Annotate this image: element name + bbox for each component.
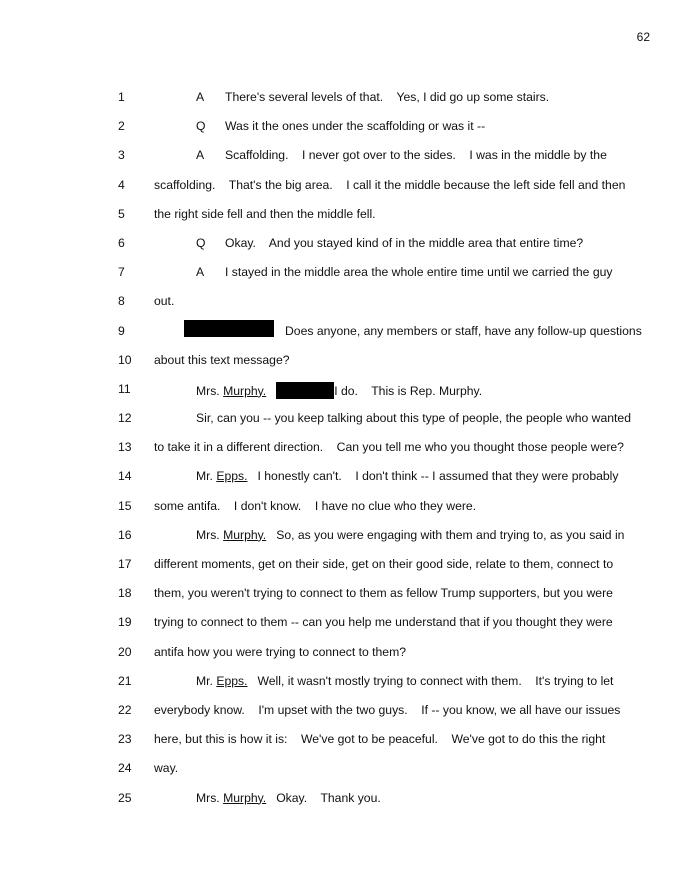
line-number: 21	[118, 673, 132, 688]
transcript-line-2	[0, 119, 690, 148]
line-text: So, as you were engaging with them and trying to, as you said in	[276, 527, 625, 542]
speaker-name: Murphy.	[223, 527, 267, 542]
transcript-line-8	[0, 294, 690, 323]
transcript-line-24	[0, 761, 690, 790]
speaker-line	[196, 528, 624, 542]
line-number: 14	[118, 469, 132, 484]
speaker-name: Murphy.	[223, 383, 267, 398]
line-text: everybody know. I'm upset with the two guys. If -- you know, we all have our issues	[154, 702, 621, 717]
line-number: 20	[118, 644, 132, 659]
speaker-line	[196, 674, 613, 688]
line-number: 7	[118, 265, 125, 280]
line-number: 15	[118, 498, 132, 513]
line-number: 25	[118, 790, 132, 805]
speaker-line	[196, 791, 381, 805]
speaker-name: Murphy.	[223, 790, 267, 805]
line-text: I stayed in the middle area the whole entire time until we carried the guy	[225, 265, 613, 280]
transcript-line-18	[0, 586, 690, 615]
transcript-line-19	[0, 615, 690, 644]
line-number: 23	[118, 732, 132, 747]
line-text: Scaffolding. I never got over to the sides. I was in the middle by the	[225, 148, 607, 163]
line-text: to take it in a different direction. Can you tell me who you thought those people were?	[154, 440, 624, 455]
line-text: Okay. Thank you.	[276, 790, 381, 805]
line-text: them, you weren't trying to connect to them as fellow Trump supporters, but you were	[154, 586, 613, 601]
line-number: 13	[118, 440, 132, 455]
line-text: the right side fell and then the middle fell.	[154, 206, 376, 221]
line-text: scaffolding. That's the big area. I call it the middle because the left side fell and then	[154, 177, 626, 192]
page-number: 62	[636, 30, 650, 44]
redaction-block	[276, 382, 334, 399]
line-number: 17	[118, 557, 132, 571]
line-number: 10	[118, 352, 132, 367]
line-text: I do. This is Rep. Murphy.	[334, 383, 483, 398]
answer-marker: A	[196, 265, 205, 280]
line-number: 8	[118, 294, 125, 309]
transcript-line-25	[0, 791, 690, 820]
question-marker: Q	[196, 235, 206, 250]
transcript-line-4	[0, 178, 690, 207]
transcript-line-22	[0, 703, 690, 732]
line-text: Okay. And you stayed kind of in the middle area that entire time?	[225, 235, 584, 250]
transcript-line-3	[0, 148, 690, 177]
transcript-line-23	[0, 732, 690, 761]
line-text: Does anyone, any members or staff, have any follow-up questions	[285, 323, 642, 338]
transcript-line-21	[0, 674, 690, 703]
transcript-body	[0, 90, 690, 820]
line-text: Sir, can you -- you keep talking about this type of people, the people who wanted	[196, 411, 631, 426]
transcript-line-16	[0, 528, 690, 557]
line-number: 1	[118, 90, 125, 104]
transcript-line-20	[0, 645, 690, 674]
line-text: antifa how you were trying to connect to them?	[154, 644, 407, 659]
transcript-line-11	[0, 382, 690, 411]
transcript-line-15	[0, 499, 690, 528]
answer-marker: A	[196, 148, 205, 163]
transcript-line-17	[0, 557, 690, 586]
line-number: 2	[118, 119, 125, 134]
transcript-line-7	[0, 265, 690, 294]
speaker-title: Mrs.	[196, 383, 224, 398]
line-text: out.	[154, 294, 175, 309]
line-number: 16	[118, 527, 132, 542]
transcript-line-6	[0, 236, 690, 265]
line-number: 5	[118, 206, 125, 221]
transcript-line-12	[0, 411, 690, 440]
transcript-line-10	[0, 353, 690, 382]
speaker-name: Epps.	[216, 673, 248, 688]
speaker-title: Mr.	[196, 469, 217, 484]
line-number: 19	[118, 615, 132, 630]
transcript-line-14	[0, 469, 690, 498]
line-number: 18	[118, 586, 132, 601]
line-text: different moments, get on their side, get on their good side, relate to them, connect to	[154, 557, 614, 571]
line-number: 12	[118, 411, 132, 426]
line-number: 3	[118, 148, 125, 163]
line-text: about this text message?	[154, 352, 290, 367]
question-marker: Q	[196, 119, 206, 134]
line-number: 6	[118, 235, 125, 250]
speaker-name: Epps.	[216, 469, 248, 484]
speaker-title: Mrs.	[196, 527, 224, 542]
line-text: There's several levels of that. Yes, I did go up some stairs.	[225, 90, 550, 104]
line-number: 22	[118, 702, 132, 717]
answer-marker: A	[196, 90, 205, 104]
speaker-line	[196, 382, 482, 399]
line-text: Was it the ones under the scaffolding or was it --	[225, 119, 486, 134]
transcript-line-9	[0, 324, 690, 353]
redaction-block	[184, 320, 274, 337]
line-text: here, but this is how it is: We've got to be peaceful. We've got to do this the right	[154, 732, 606, 747]
line-number: 24	[118, 761, 132, 776]
transcript-line-5	[0, 207, 690, 236]
transcript-line-1	[0, 90, 690, 119]
speaker-line	[196, 469, 618, 483]
line-text: trying to connect to them -- can you help me understand that if you thought they were	[154, 615, 613, 630]
line-number: 9	[118, 323, 125, 338]
line-text: some antifa. I don't know. I have no clue who they were.	[154, 498, 477, 513]
line-text: I honestly can't. I don't think -- I assumed that they were probably	[257, 469, 619, 484]
transcript-line-13	[0, 440, 690, 469]
speaker-title: Mrs.	[196, 790, 224, 805]
line-number: 11	[118, 381, 131, 396]
line-text: Well, it wasn't mostly trying to connect with them. It's trying to let	[257, 673, 614, 688]
line-text: way.	[154, 761, 179, 776]
speaker-title: Mr.	[196, 673, 217, 688]
line-number: 4	[118, 177, 125, 192]
